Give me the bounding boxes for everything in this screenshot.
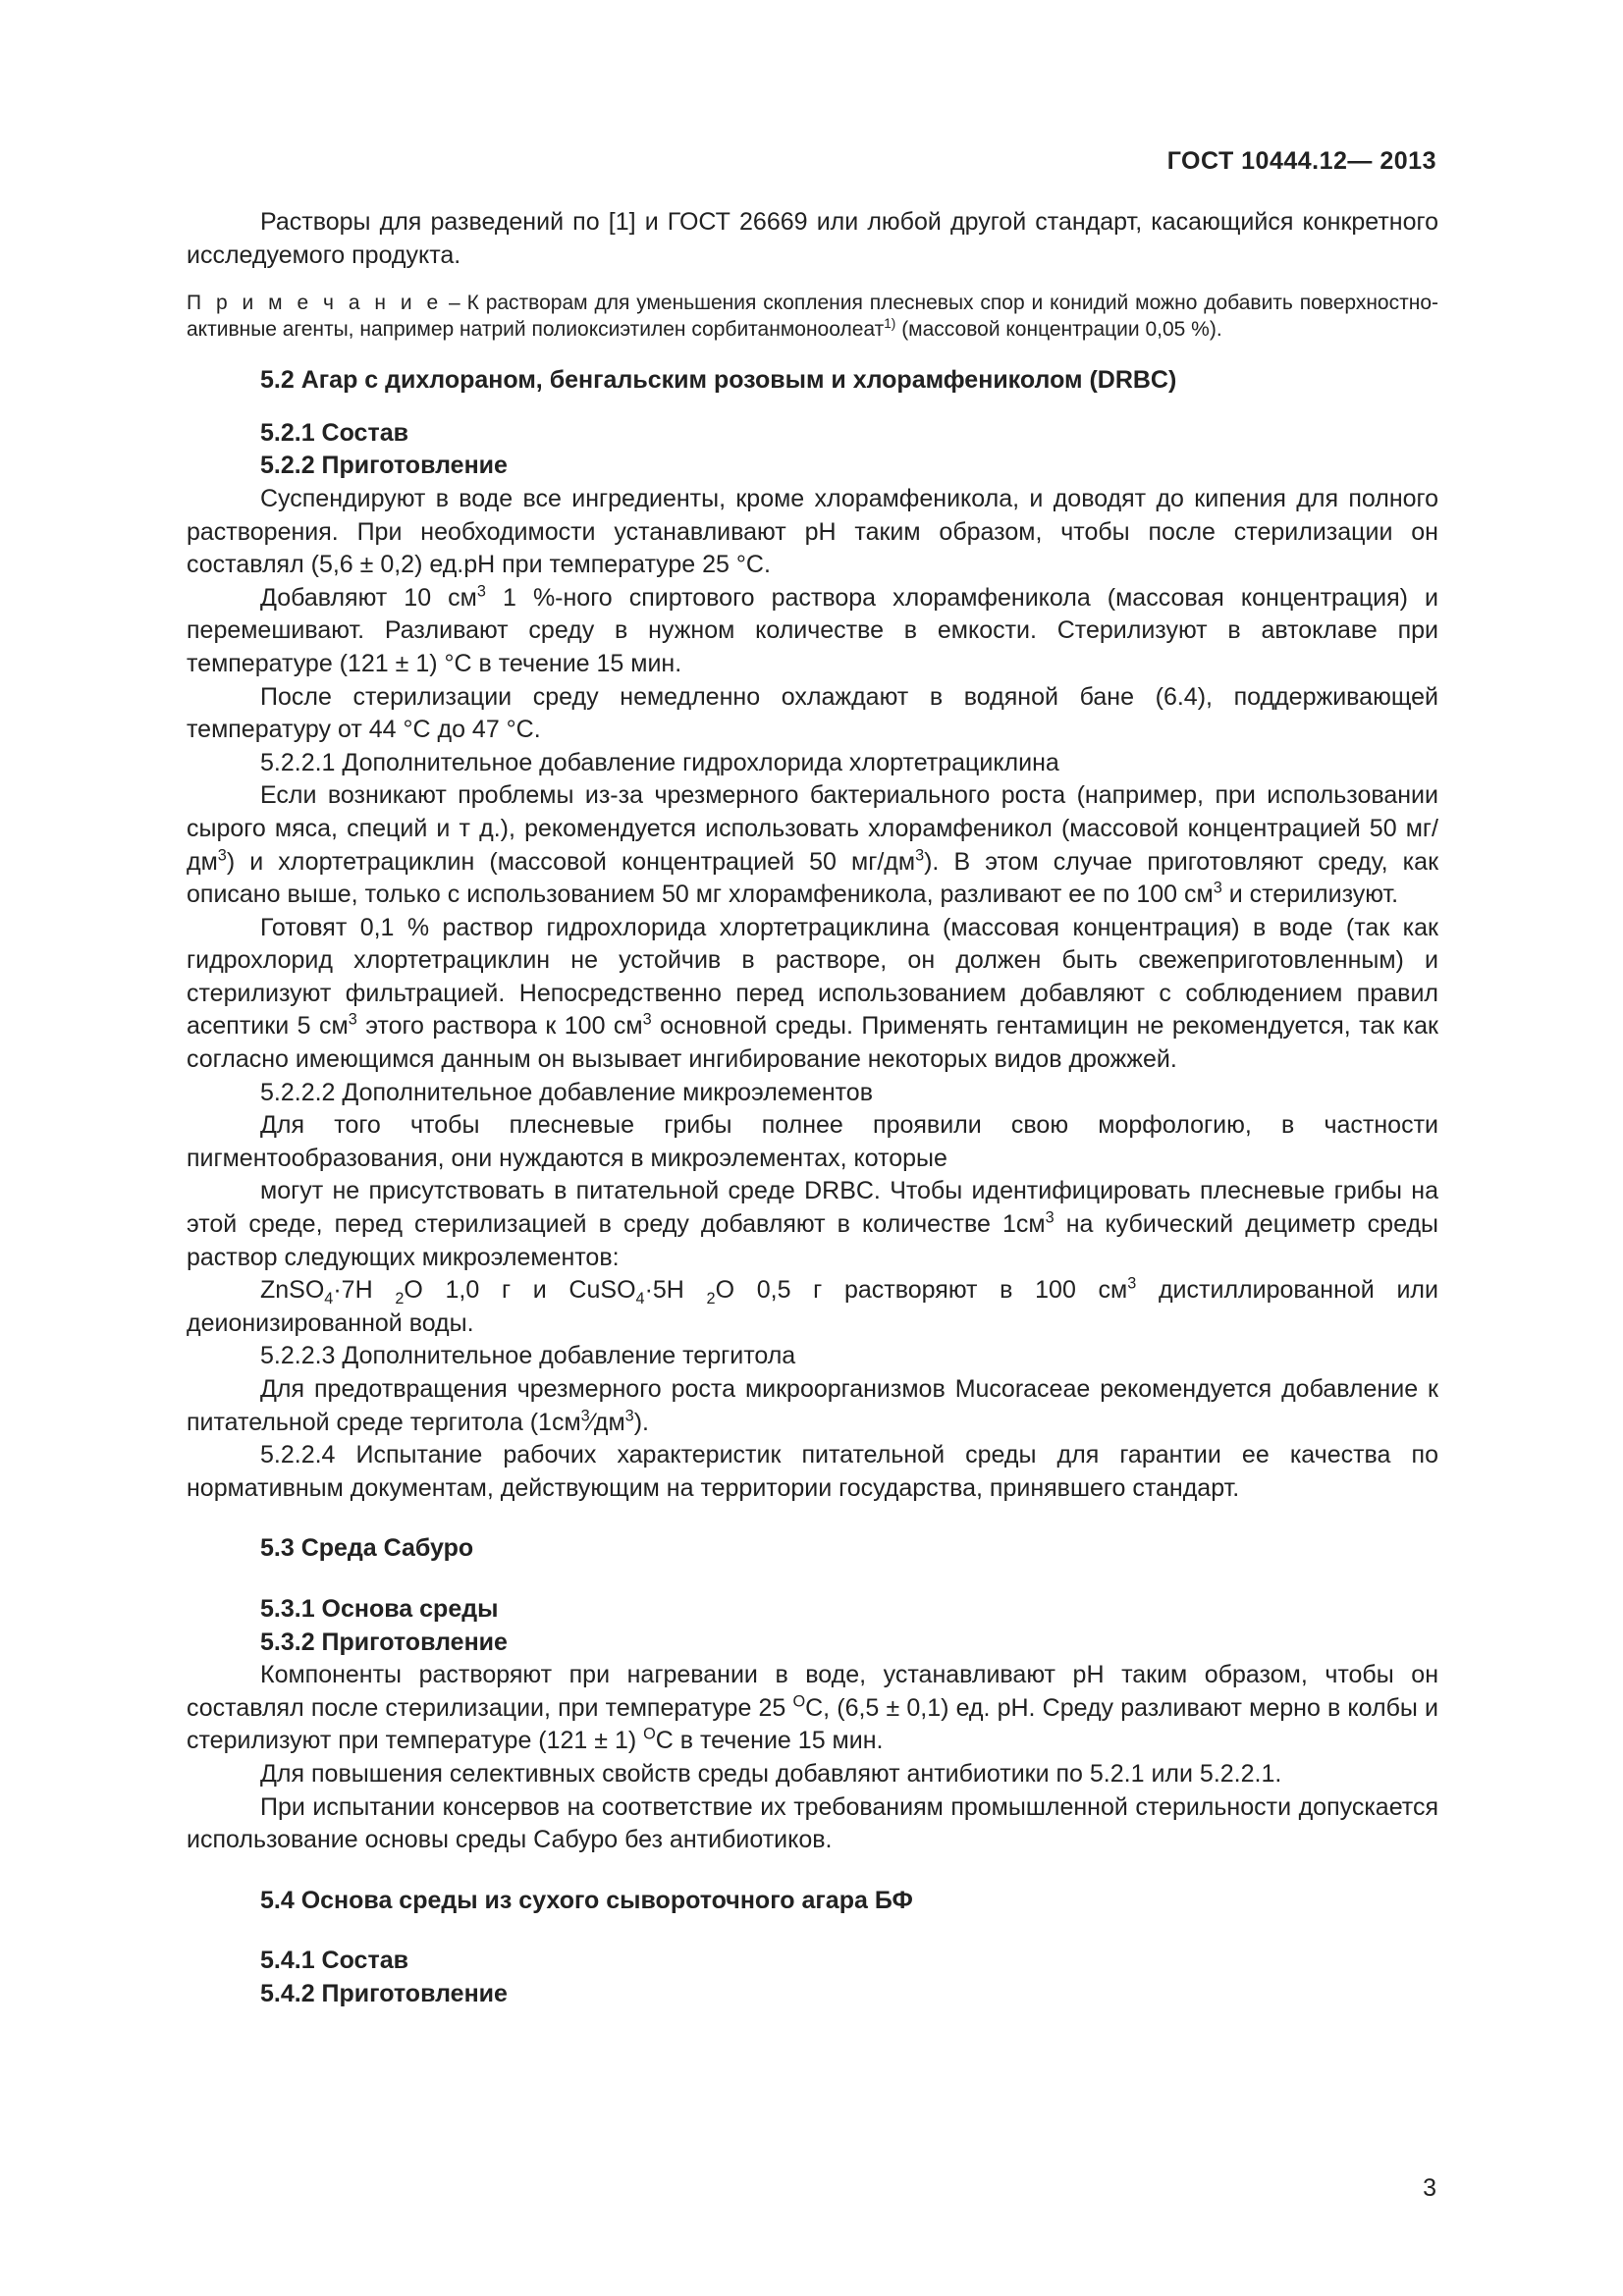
- paragraph: Добавляют 10 $см^3$ 1 %-ного спиртового раствора хлорамфеникола (массовая концентрация) и перемешивают. Разливают среду в нужном количестве в емкости. Стерилизуют в автоклаве при температуре (121 ± 1) °С в течение 15 мин.: [187, 582, 1438, 677]
- paragraph: Суспендируют в воде все ингредиенты, кроме хлорамфеникола, и доводят до кипения для полного растворения. При необходимости устанавливают pH таким образом, чтобы после стерилизации он составлял (5,6 ± 0,2) ед.pH при температуре 25 °С.: [187, 484, 1438, 579]
- section-5-2-1-heading: 5.2.1 Состав: [260, 418, 408, 447]
- subsection-5-2-2-3: 5.2.2.3 Дополнительное добавление тергитола: [260, 1342, 796, 1370]
- subsection-5-2-2-2: 5.2.2.2 Дополнительное добавление микроэлементов: [260, 1078, 873, 1106]
- note-label: П р и м е ч а н и е: [187, 292, 443, 315]
- section-5-2-2-heading: 5.2.2 Приготовление: [260, 452, 508, 480]
- paragraph: Для повышения селективных свойств среды добавляют антибиотики по 5.2.1 или 5.2.2.1.: [260, 1759, 1282, 1788]
- intro-paragraph: Растворы для разведений по [1] и ГОСТ 26669 или любой другой стандарт, касающийся конкретного исследуемого продукта.: [187, 208, 1438, 269]
- section-5-2-title: 5.2 Агар с дихлораном, бенгальским розовым и хлорамфениколом (DRBC): [260, 366, 1177, 395]
- subsection-5-2-2-4: 5.2.2.4 Испытание рабочих характеристик питательной среды для гарантии ее качества по нормативным документам, действующим на территории государства, принявшего стандарт.: [187, 1441, 1438, 1502]
- section-5-3-title: 5.3 Среда Сабуро: [260, 1534, 474, 1563]
- paragraph: Готовят 0,1 % раствор гидрохлорида хлортетрациклина (массовая концентрация) в воде (так как гидрохлорид хлортетрациклин не устойчив в растворе, он должен быть свежеприготовленным) и стерилизуют фильтрацией. Непосредственно перед использованием добавляют с соблюдением правил асептики 5 $см^3$ этого раствора к 100 $см^3$ основной среды. Применять гентамицин не рекомендуется, так как согласно имеющимся данным он вызывает ингибирование некоторых видов дрожжей.: [187, 913, 1438, 1074]
- paragraph: Если возникают проблемы из-за чрезмерного бактериального роста (например, при использовании сырого мяса, специй и т д.), рекомендуется использовать хлорамфеникол (массовой концентрацией 50 $мг/дм^3$) и хлортетрациклин (массовой концентрацией 50 $мг/дм^3$). В этом случае приготовляют среду, как описано выше, только с использованием 50 мг хлорамфеникола, разливают ее по 100 $см^3$ и стерилизуют.: [187, 781, 1439, 909]
- section-5-4-1-heading: 5.4.1 Состав: [260, 1947, 408, 1975]
- paragraph: могут не присутствовать в питательной среде DRBC. Чтобы идентифицировать плесневые грибы на этой среде, перед стерилизацией в среду добавляют в количестве $1см^3$ на кубический дециметр среды раствор следующих микроэлементов:: [187, 1177, 1438, 1271]
- paragraph: После стерилизации среду немедленно охлаждают в водяной бане (6.4), поддерживающей температуру от 44 °С до 47 °С.: [187, 682, 1438, 744]
- page-header: ГОСТ 10444.12— 2013: [1166, 147, 1436, 175]
- page-number: 3: [1423, 2174, 1436, 2202]
- paragraph: Для того чтобы плесневые грибы полнее проявили свою морфологию, в частности пигментообразования, они нуждаются в микроэлементах, которые: [187, 1111, 1438, 1172]
- formula-paragraph: ZnSO$_4$·7H $_2$O 1,0 г и CuSO$_4$·5H $_2$O 0,5 г растворяют в 100 $см^3$ дистиллированной или деионизированной воды.: [187, 1274, 1438, 1337]
- subsection-5-2-2-1: 5.2.2.1 Дополнительное добавление гидрохлорида хлортетрациклина: [260, 748, 1059, 776]
- section-5-3-1-heading: 5.3.1 Основа среды: [260, 1594, 499, 1623]
- paragraph: При испытании консервов на соответствие их требованиям промышленной стерильности допускается использование основы среды Сабуро без антибиотиков.: [187, 1792, 1438, 1854]
- paragraph: Компоненты растворяют при нагревании в воде, устанавливают pH таким образом, чтобы он составлял после стерилизации, при температуре 25 $^О$С, (6,5 ± 0,1) ед. pH. Среду разливают мерно в колбы и стерилизуют при температуре (121 ± 1) $^О$С в течение 15 мин.: [187, 1661, 1438, 1755]
- section-5-4-title: 5.4 Основа среды из сухого сывороточного агара БФ: [260, 1886, 913, 1914]
- section-5-3-2-heading: 5.3.2 Приготовление: [260, 1628, 508, 1656]
- page-content: [187, 206, 1438, 2011]
- paragraph: Для предотвращения чрезмерного роста микроорганизмов Mucoraceae рекомендуется добавление к питательной среде тергитола $(1см^3⁄дм^3)$.: [187, 1375, 1438, 1436]
- section-5-4-2-heading: 5.4.2 Приготовление: [260, 1979, 508, 2007]
- note-paragraph: П р и м е ч а н и е – К растворам для уменьшения скопления плесневых спор и конидий можно добавить поверхностно-активные агенты, например натрий полиоксиэтилен сорбитанмоноолеат$^{1)}$ (массовой концентрации 0,05 %).: [187, 292, 1438, 342]
